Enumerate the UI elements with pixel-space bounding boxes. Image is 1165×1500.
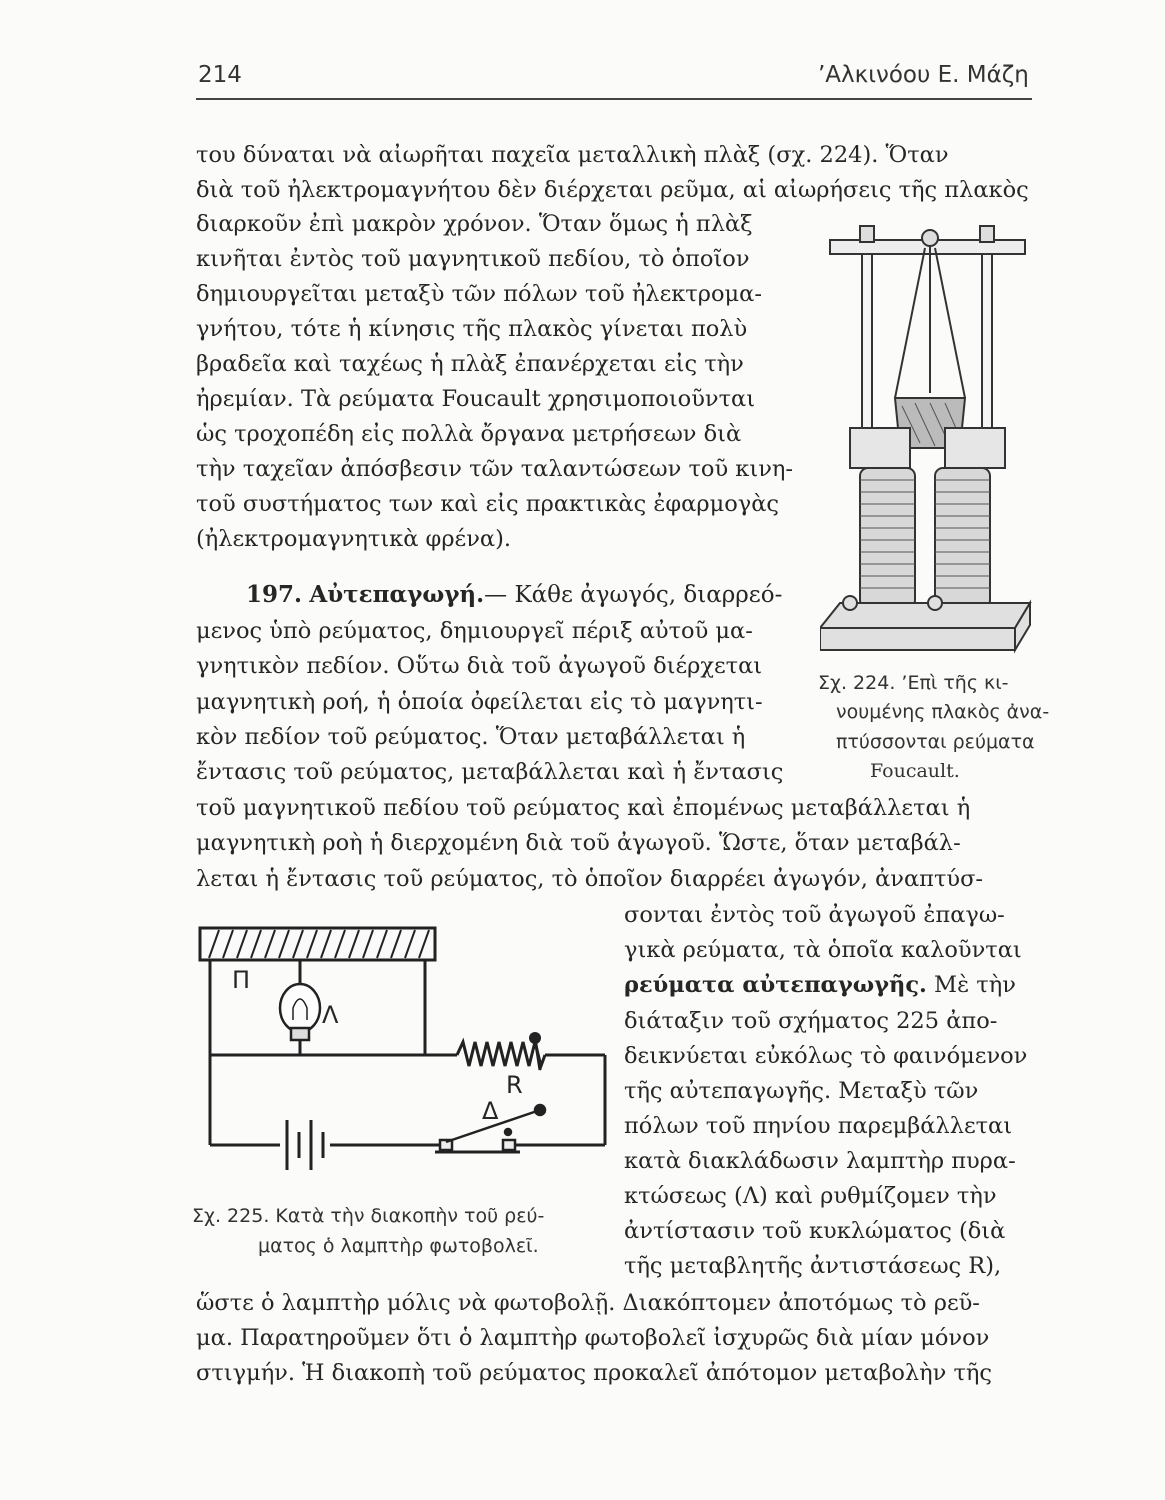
bold-term: ρεύματα αὐτεπαγωγῆς. <box>624 972 927 998</box>
text-line: ὡς τροχοπέδη εἰς πολλὰ ὄργανα μετρήσεων διὰ <box>196 421 742 447</box>
text-line: κτώσεως (Λ) καὶ ρυθμίζομεν τὴν <box>624 1183 997 1209</box>
text-line: δημιουργεῖται μεταξὺ τῶν πόλων τοῦ ἠλεκτρομα- <box>196 281 762 307</box>
text-line: διάταξιν τοῦ σχήματος 225 ἀπο- <box>624 1008 998 1034</box>
figure-224-electromagnet <box>820 218 1035 658</box>
text-line: τοῦ μαγνητικοῦ πεδίου τοῦ ρεύματος καὶ ἐπομένως μεταβάλλεται ἡ <box>196 795 971 821</box>
figure-225-label-coil: Π <box>232 966 251 994</box>
figure-224-caption: Foucault. <box>870 760 960 782</box>
text-line: ἀντίστασιν τοῦ κυκλώματος (διὰ <box>624 1218 1006 1244</box>
text-line: ἠρεμίαν. Τὰ ρεύματα Foucault χρησιμοποιοῦνται <box>196 386 756 412</box>
text-line: μαγνητικὴ ροή, ἡ ὁποία ὀφείλεται εἰς τὸ μαγνητι- <box>196 689 763 715</box>
text-line: ὥστε ὁ λαμπτὴρ μόλις νὰ φωτοβολῇ. Διακόπτομεν ἀποτόμως τὸ ρεῦ- <box>196 1290 980 1316</box>
text-line: μα. Παρατηροῦμεν ὅτι ὁ λαμπτὴρ φωτοβολεῖ ἰσχυρῶς διὰ μίαν μόνον <box>196 1325 990 1351</box>
text-line: κινῆται ἐντὸς τοῦ μαγνητικοῦ πεδίου, τὸ ὁποῖον <box>196 246 750 272</box>
text-line: γικὰ ρεύματα, τὰ ὁποῖα καλοῦνται <box>624 937 1022 963</box>
text-line: δεικνύεται εὐκόλως τὸ φαινόμενον <box>624 1043 1028 1069</box>
bold-term-line <box>624 970 1016 1000</box>
text-line: κὸν πεδίον τοῦ ρεύματος. Ὅταν μεταβάλλεται ἡ <box>196 724 746 750</box>
text-line: (ἠλεκτρομαγνητικὰ φρένα). <box>196 526 511 552</box>
text-line: μενος ὑπὸ ρεύματος, δημιουργεῖ πέριξ αὐτοῦ μα- <box>196 618 753 644</box>
section-first-line: — Κάθε ἀγωγός, διαρρεό- <box>484 582 783 608</box>
header-rule <box>196 98 1032 100</box>
bold-term-rest: Μὲ τὴν <box>926 972 1016 998</box>
text-line: κατὰ διακλάδωσιν λαμπτὴρ πυρα- <box>624 1148 1016 1174</box>
text-line: διὰ τοῦ ἠλεκτρομαγνήτου δὲν διέρχεται ρεῦμα, αἱ αἰωρήσεις τῆς πλακὸς <box>196 177 1029 203</box>
text-line: τὴν ταχεῖαν ἀπόσβεσιν τῶν ταλαντώσεων τοῦ κινη- <box>196 456 793 482</box>
text-line: σονται ἐντὸς τοῦ ἀγωγοῦ ἐπαγω- <box>624 902 1005 928</box>
text-line: του δύναται νὰ αἰωρῆται παχεῖα μεταλλικὴ πλὰξ (σχ. 224). Ὅταν <box>196 142 949 168</box>
page-number: 214 <box>198 62 242 88</box>
figure-225-caption: Σχ. 225. Κατὰ τὴν διακοπὴν τοῦ ρεύ- <box>192 1205 545 1227</box>
figure-225-label-switch: Δ <box>482 1097 499 1125</box>
text-line: βραδεῖα καὶ ταχέως ἡ πλὰξ ἐπανέρχεται εἰς τὴν <box>196 351 744 377</box>
section-heading <box>246 580 782 610</box>
figure-225-label-resistor: R <box>506 1071 523 1099</box>
text-line: μαγνητικὴ ροὴ ἡ διερχομένη διὰ τοῦ ἀγωγοῦ. Ὥστε, ὅταν μεταβάλ- <box>196 830 961 856</box>
figure-224-caption: πτύσσονται ρεύματα <box>836 731 1035 753</box>
text-line: τοῦ συστήματος των καὶ εἰς πρακτικὰς ἐφαρμογὰς <box>196 491 780 517</box>
text-line: λεται ἡ ἔντασις τοῦ ρεύματος, τὸ ὁποῖον διαρρέει ἀγωγόν, ἀναπτύσ- <box>196 866 984 892</box>
running-title: ’Αλκινόου Ε. Μάζη <box>818 62 1029 88</box>
figure-225-caption: ματος ὁ λαμπτὴρ φωτοβολεῖ. <box>258 1235 539 1257</box>
text-line: γνήτου, τότε ἡ κίνησις τῆς πλακὸς γίνεται πολὺ <box>196 316 748 342</box>
text-line: στιγμήν. Ἡ διακοπὴ τοῦ ρεύματος προκαλεῖ ἀπότομον μεταβολὴν τῆς <box>196 1360 992 1386</box>
text-line: γνητικὸν πεδίον. Οὕτω διὰ τοῦ ἀγωγοῦ διέρχεται <box>196 653 763 679</box>
text-line: ἔντασις τοῦ ρεύματος, μεταβάλλεται καὶ ἡ ἔντασις <box>196 759 784 785</box>
text-line: τῆς μεταβλητῆς ἀντιστάσεως R), <box>624 1253 1002 1279</box>
text-line: τῆς αὐτεπαγωγῆς. Μεταξὺ τῶν <box>624 1078 979 1104</box>
text-line: πόλων τοῦ πηνίου παρεμβάλλεται <box>624 1113 1013 1139</box>
section-title: Αὐτεπαγωγή. <box>309 581 485 608</box>
text-line: διαρκοῦν ἐπὶ μακρὸν χρόνον. Ὅταν ὅμως ἡ πλὰξ <box>196 211 753 237</box>
section-number: 197. <box>246 581 303 608</box>
figure-225-circuit <box>195 920 615 1180</box>
figure-224-caption: νουμένης πλακὸς ἀνα- <box>836 701 1050 723</box>
figure-225-label-lamp: Λ <box>322 1001 339 1029</box>
figure-224-caption: Σχ. 224. ’Επὶ τῆς κι- <box>818 672 1009 694</box>
